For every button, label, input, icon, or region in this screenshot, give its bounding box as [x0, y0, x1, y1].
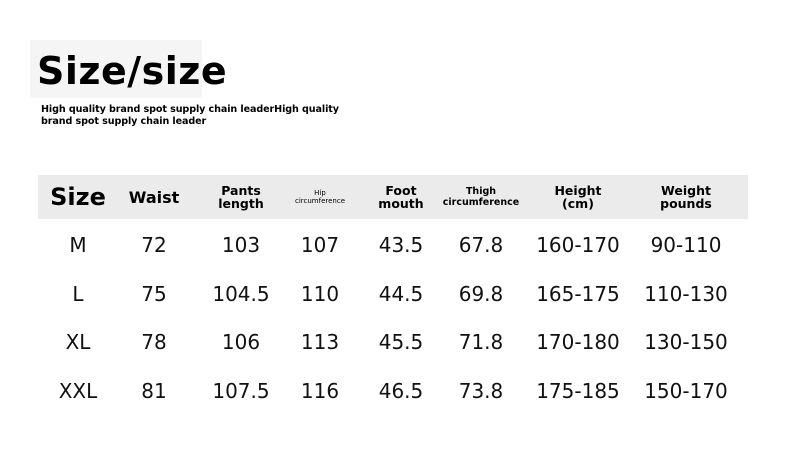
cell-size: XXL	[58, 379, 98, 403]
subtitle: High quality brand spot supply chain leaderHigh quality brand spot supply chain leader	[41, 104, 339, 127]
header-waist: Waist	[128, 187, 180, 207]
cell-height: 170-180	[536, 330, 620, 354]
cell-thigh: 67.8	[458, 233, 504, 257]
cell-hip: 116	[300, 379, 340, 403]
cell-height: 175-185	[536, 379, 620, 403]
cell-weight: 150-170	[644, 379, 728, 403]
cell-pants-length: 103	[221, 233, 261, 257]
cell-pants-length: 104.5	[212, 282, 270, 306]
cell-hip: 107	[300, 233, 340, 257]
cell-hip: 110	[300, 282, 340, 306]
cell-thigh: 73.8	[458, 379, 504, 403]
cell-waist: 81	[141, 379, 167, 403]
cell-size: L	[72, 282, 84, 306]
cell-thigh: 69.8	[458, 282, 504, 306]
cell-pants-length: 106	[221, 330, 261, 354]
cell-weight: 90-110	[650, 233, 722, 257]
cell-size: M	[69, 233, 87, 257]
header-size: Size	[50, 183, 106, 211]
page-title: Size/size	[37, 49, 228, 93]
cell-waist: 75	[141, 282, 167, 306]
cell-weight: 130-150	[644, 330, 728, 354]
header-foot-mouth: Foot mouth	[378, 183, 424, 211]
cell-foot-mouth: 44.5	[378, 282, 424, 306]
cell-foot-mouth: 45.5	[378, 330, 424, 354]
header-height: Height (cm)	[554, 183, 602, 211]
header-pants-length: Pants length	[218, 183, 264, 211]
cell-weight: 110-130	[644, 282, 728, 306]
cell-waist: 78	[141, 330, 167, 354]
cell-waist: 72	[141, 233, 167, 257]
cell-height: 165-175	[536, 282, 620, 306]
header-hip-circumference: Hip circumference	[294, 189, 345, 205]
cell-height: 160-170	[536, 233, 620, 257]
cell-foot-mouth: 46.5	[378, 379, 424, 403]
cell-pants-length: 107.5	[212, 379, 270, 403]
cell-hip: 113	[300, 330, 340, 354]
cell-foot-mouth: 43.5	[378, 233, 424, 257]
cell-size: XL	[65, 330, 91, 354]
header-weight: Weight pounds	[660, 183, 712, 211]
cell-thigh: 71.8	[458, 330, 504, 354]
header-thigh-circumference: Thigh circumference	[442, 186, 520, 208]
